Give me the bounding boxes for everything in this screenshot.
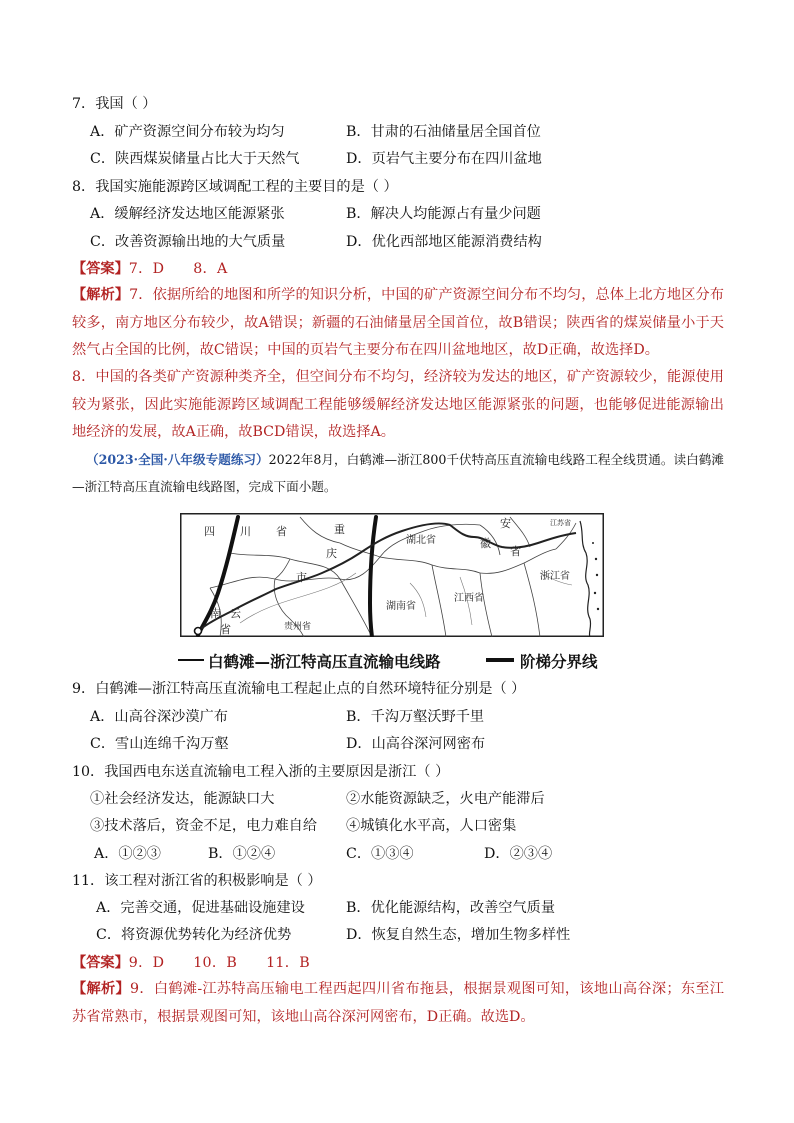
map-label-sichuan-1: 四 xyxy=(204,525,215,538)
map-label-zhejiang: 浙江省 xyxy=(540,571,570,582)
question-8-option-c: C．改善资源输出地的大气质量 xyxy=(90,234,286,250)
transmission-line-map xyxy=(180,513,604,637)
question-7-option-a: A．矿产资源空间分布较为均匀 xyxy=(90,124,285,140)
question-8-stem: 8．我国实施能源跨区域调配工程的主要目的是（ ） xyxy=(72,179,398,195)
legend-line-swatch xyxy=(178,659,204,661)
map-label-sichuan-2: 川 xyxy=(240,525,251,538)
question-10-option-c: C．①③④ xyxy=(346,846,414,862)
question-7-stem: 7．我国（ ） xyxy=(72,96,157,112)
map-label-chongqing-1: 重 xyxy=(334,523,345,536)
source-label: （2023·全国·八年级专题练习） xyxy=(86,452,269,467)
map-label-jiangsu: 江苏省 xyxy=(550,519,571,527)
question-8-option-d: D．优化西部地区能源消费结构 xyxy=(346,234,542,250)
answer-tag: 【答案】 xyxy=(72,261,129,277)
question-9-option-d: D．山高谷深河网密布 xyxy=(346,736,486,752)
question-7-option-b: B．甘肃的石油储量居全国首位 xyxy=(346,124,541,140)
analysis-8: 8．中国的各类矿产资源种类齐全，但空间分布不均匀，经济较为发达的地区，矿产资源较少，能源使用较为紧张，因此实施能源跨区域调配工程能够缓解经济发达地区能源紧张的问题，也能够促进能源输出地经济的发展，故A正确，故BCD错误，故选择A。 xyxy=(72,369,724,440)
question-10-option-d: D．②③④ xyxy=(484,846,553,862)
analysis-tag: 【解析】 xyxy=(72,981,130,997)
question-11-option-d: D．恢复自然生态，增加生物多样性 xyxy=(346,927,571,943)
question-11-option-b: B．优化能源结构，改善空气质量 xyxy=(346,900,556,916)
map-label-hunan: 湖南省 xyxy=(386,601,416,612)
question-10-statement-2: ②水能资源缺乏，火电产能滞后 xyxy=(346,791,545,807)
analysis-7 xyxy=(72,282,724,365)
analysis-tag: 【解析】 xyxy=(72,287,130,303)
question-7-option-c: C．陕西煤炭储量占比大于天然气 xyxy=(90,151,300,167)
answer-block-1 xyxy=(72,259,228,279)
map-label-yunnan-3: 省 xyxy=(220,623,231,636)
question-10-option-a: A．①②③ xyxy=(94,846,161,862)
legend-step-swatch xyxy=(486,658,514,662)
question-11-option-c: C．将资源优势转化为经济优势 xyxy=(96,927,292,943)
question-8-option-a: A．缓解经济发达地区能源紧张 xyxy=(90,206,285,222)
analysis-7-text: 7．依据所给的地图和所学的知识分析，中国的矿产资源空间分布不均匀，总体上北方地区分布较多，南方地区分布较少，故A错误；新疆的石油储量居全国首位，故B错误；陕西省的煤炭储量小于天然气占全国的比例，故C错误；中国的页岩气主要分布在四川盆地地区，故D正确，故选择D。 xyxy=(72,287,724,358)
question-10-statement-3: ③技术落后，资金不足，电力难自给 xyxy=(90,818,318,834)
map-label-anhui-2: 徽 xyxy=(480,537,491,550)
baihetan-endpoint xyxy=(195,628,202,635)
map-label-jiangxi: 江西省 xyxy=(454,593,484,604)
analysis-9 xyxy=(72,976,724,1031)
question-9-option-c: C．雪山连绵千沟万壑 xyxy=(90,736,229,752)
map-label-chongqing-3: 市 xyxy=(296,571,307,584)
question-10-statement-1: ①社会经济发达，能源缺口大 xyxy=(90,791,275,807)
question-11-stem: 11．该工程对浙江省的积极影响是（ ） xyxy=(72,873,322,889)
map-label-chongqing-2: 庆 xyxy=(326,547,337,560)
answer-tag: 【答案】 xyxy=(72,955,129,971)
map-label-anhui-3: 省 xyxy=(510,545,521,558)
material-intro xyxy=(72,446,724,500)
question-11-option-a: A．完善交通，促进基础设施建设 xyxy=(96,900,305,916)
map-legend xyxy=(176,648,616,672)
map-label-yunnan-2: 南 xyxy=(210,607,221,620)
question-9-option-a: A．山高谷深沙漠广布 xyxy=(90,709,228,725)
question-9-option-b: B．千沟万壑沃野千里 xyxy=(346,709,485,725)
answer-text: 7．D 8．A xyxy=(128,261,228,277)
map-label-yunnan-1: 云 xyxy=(230,607,241,620)
question-10-option-b: B．①②④ xyxy=(208,846,276,862)
answer-block-2 xyxy=(72,953,310,973)
question-8-option-b: B．解决人均能源占有量少问题 xyxy=(346,206,541,222)
question-7-option-d: D．页岩气主要分布在四川盆地 xyxy=(346,151,542,167)
legend-line-label: 白鹤滩—浙江特高压直流输电线路 xyxy=(208,653,441,671)
legend-step-label: 阶梯分界线 xyxy=(520,653,598,671)
question-9-stem: 9．白鹤滩—浙江特高压直流输电工程起止点的自然环境特征分别是（ ） xyxy=(72,681,526,697)
question-10-stem: 10．我国西电东送直流输电工程入浙的主要原因是浙江（ ） xyxy=(72,764,450,780)
intro-text: 2022年8月，白鹤滩—浙江800千伏特高压直流输电线路工程全线贯通。读白鹤滩—浙江特高压直流输电线路图，完成下面小题。 xyxy=(72,452,724,494)
map-label-guizhou: 贵州省 xyxy=(284,622,312,632)
map-figure xyxy=(180,513,604,637)
analysis-9-text: 9．白鹤滩-江苏特高压输电工程西起四川省布拖县，根据景观图可知，该地山高谷深；东至江苏省常熟市，根据景观图可知，该地山高谷深河网密布，D正确。故选D。 xyxy=(72,981,724,1025)
question-10-statement-4: ④城镇化水平高，人口密集 xyxy=(346,818,517,834)
map-label-sichuan-3: 省 xyxy=(276,525,287,538)
answer-text: 9．D 10．B 11．B xyxy=(128,955,310,971)
map-label-anhui-1: 安 xyxy=(500,517,511,530)
map-label-hubei: 湖北省 xyxy=(406,535,436,546)
